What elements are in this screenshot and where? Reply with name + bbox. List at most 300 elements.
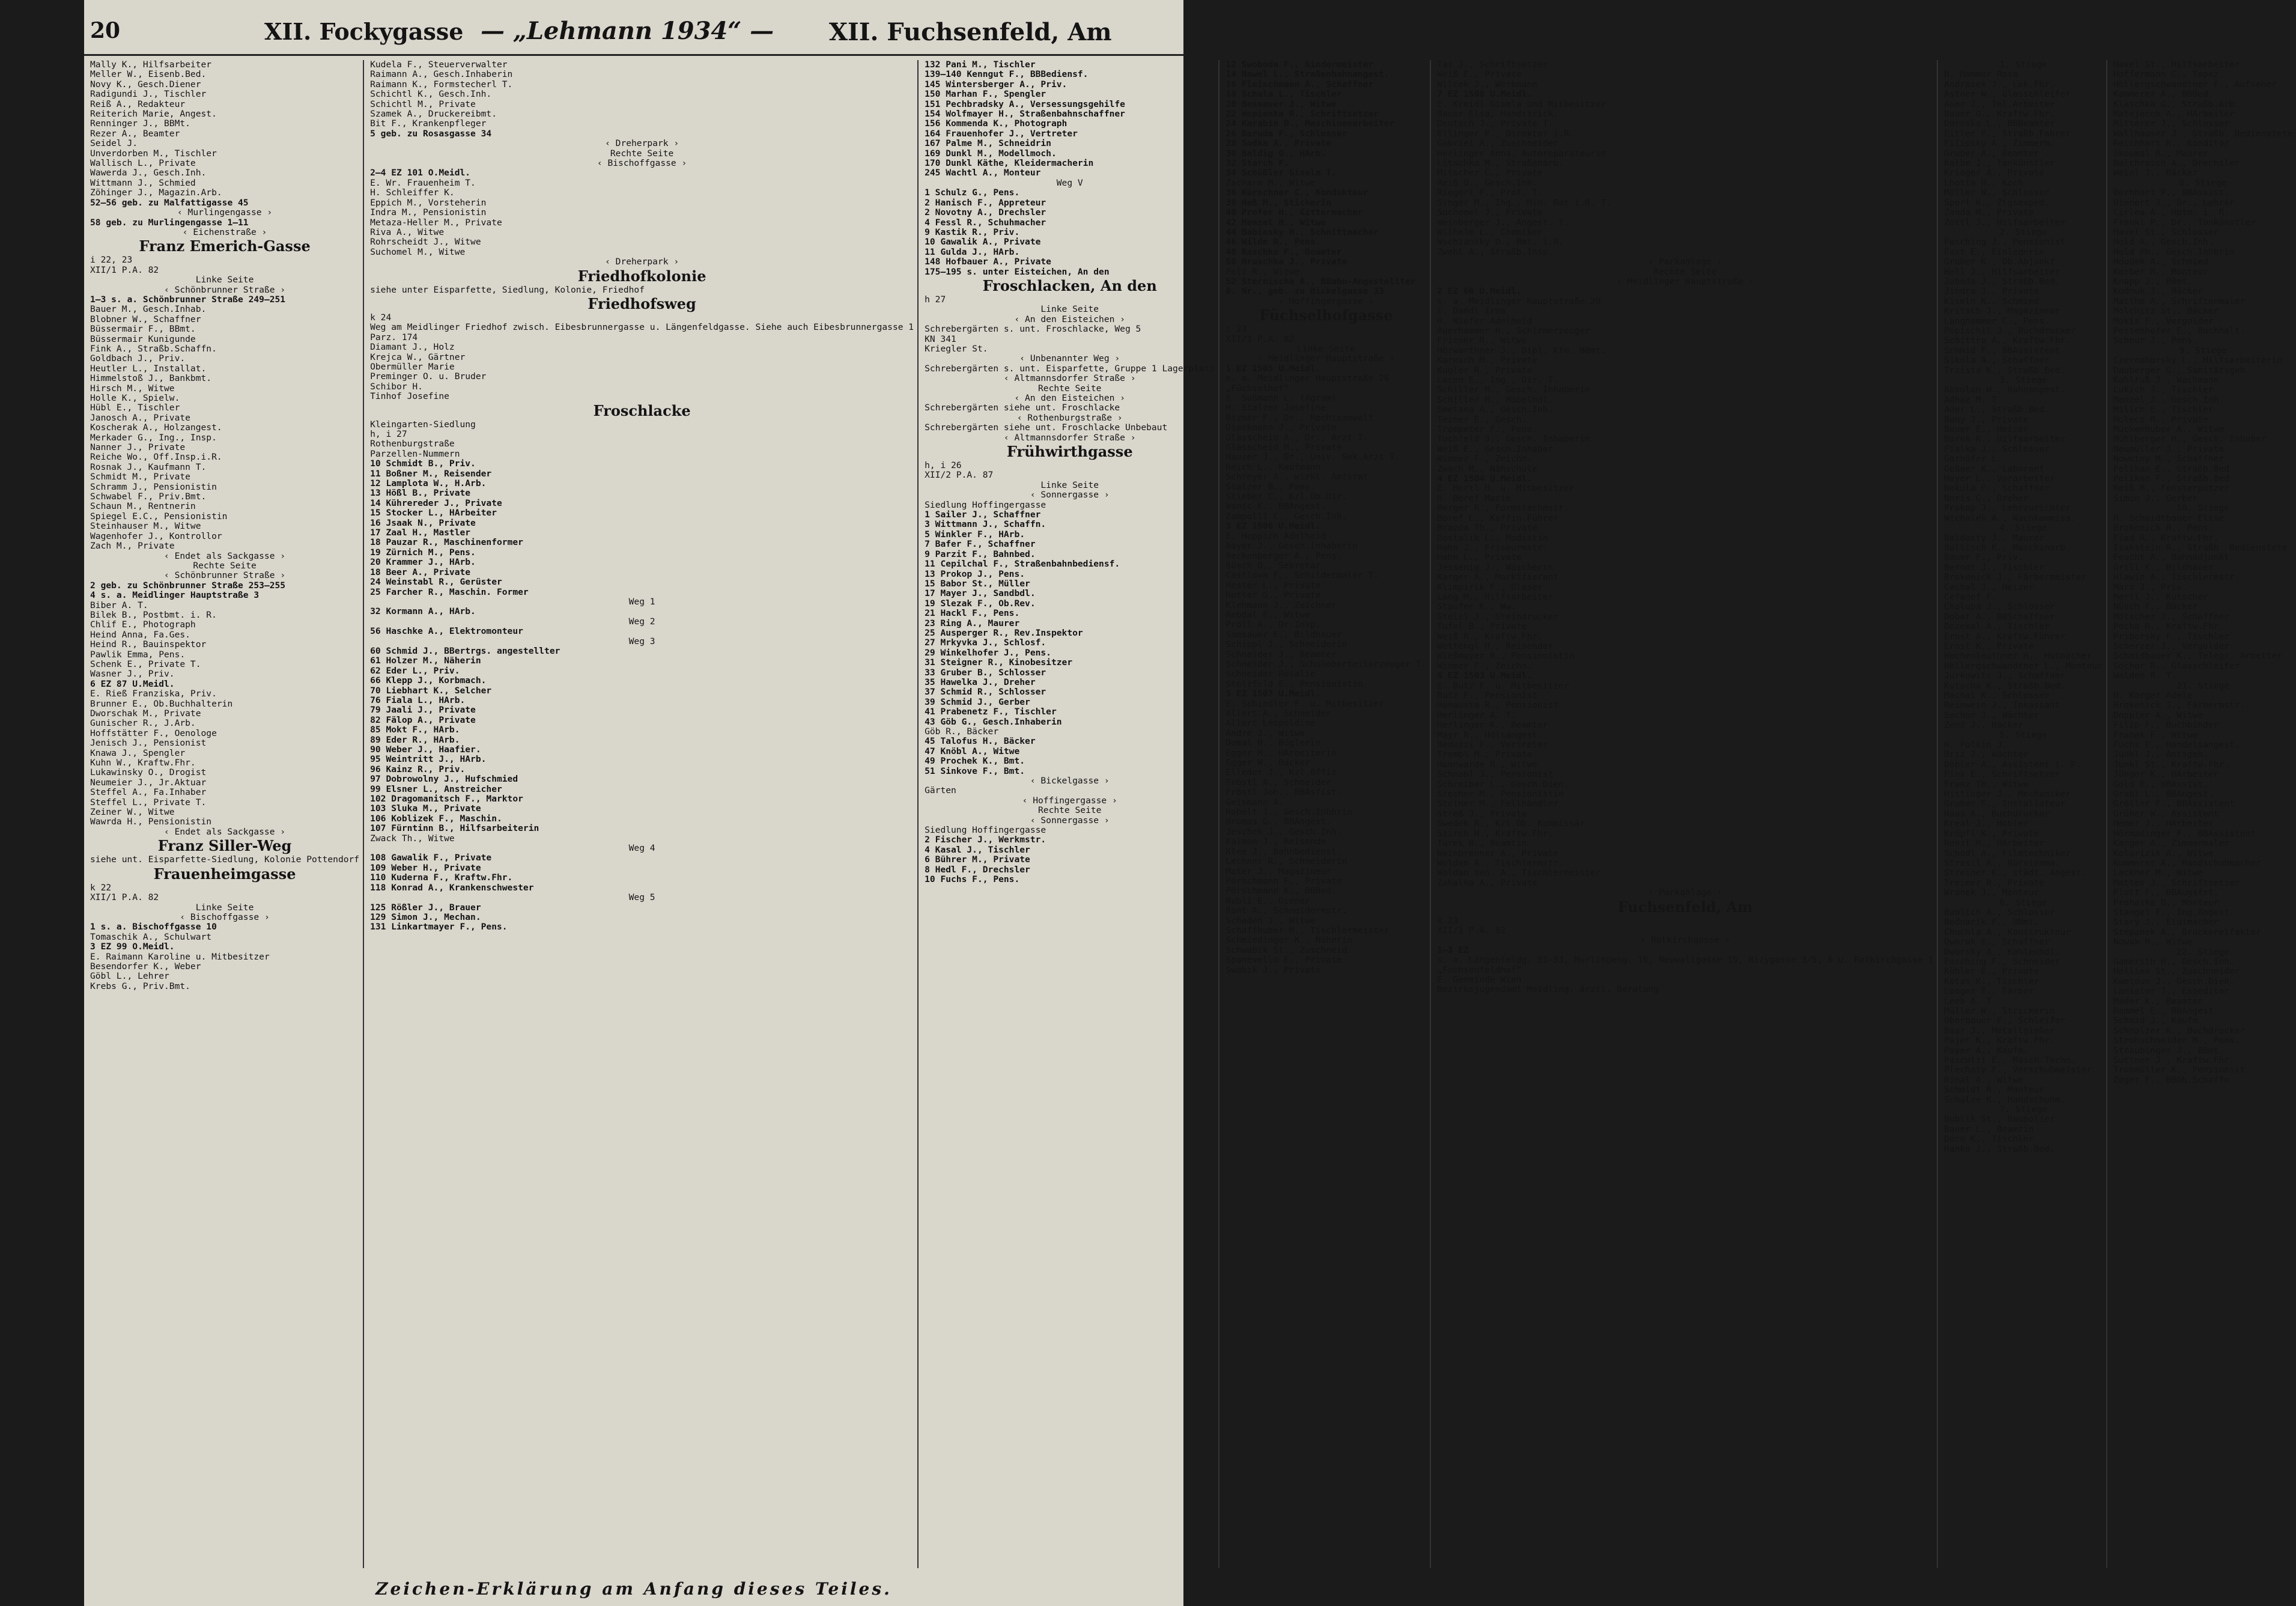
resident-entry: Stecher M., Pensionistin bbox=[1437, 789, 1564, 800]
resident-entry: Grabl L., BBAngest. bbox=[2113, 789, 2214, 800]
resident-entry: Wawrda H., Pensionistin bbox=[90, 817, 212, 827]
resident-entry: Mader K., Beamter bbox=[2113, 996, 2203, 1006]
resident-entry: Hanausta R., Pensionist bbox=[1437, 700, 1559, 711]
resident-entry: Stelzl J., Steindrucker bbox=[1437, 611, 1559, 622]
house-number-entry: 167 Palme M., Schneidrin bbox=[925, 138, 1051, 149]
house-number-entry: 16 Jsaak N., Private bbox=[370, 517, 476, 528]
resident-entry: Stelzfeld E., Pensionistin bbox=[1225, 678, 1363, 689]
resident-entry: Machal K., Schlosser bbox=[1944, 690, 2050, 701]
resident-entry: Woldan A., Tischlermstr. bbox=[1437, 857, 1564, 868]
resident-entry: Havel St., Schlosser bbox=[2113, 227, 2219, 237]
resident-entry: Parz. 174 bbox=[370, 332, 418, 342]
resident-entry: Matthe A., Schriftenmaler bbox=[2113, 296, 2246, 306]
resident-entry: Auerhammer H., Schirmerzeuger bbox=[1437, 325, 1591, 336]
resident-entry: Lukawinsky O., Drogist bbox=[90, 767, 207, 778]
resident-entry: Andrasek J., Lok.Fhr. bbox=[1944, 79, 2055, 90]
house-number-entry: 27 Mrkyvka J., Schlosf. bbox=[925, 637, 1046, 648]
resident-entry: Schmidt R., Monteur bbox=[1944, 1084, 2045, 1095]
house-number-entry: 7 EZ 1508 U.Meidl. bbox=[1437, 89, 1532, 100]
resident-entry: Lanialor J., Expeditor bbox=[2113, 986, 2230, 997]
resident-entry: Bany J., Private bbox=[1944, 414, 2029, 425]
resident-entry: Woldan sen. A., Tischlermeister bbox=[1437, 868, 1601, 878]
section-marker: Weg 3 bbox=[628, 636, 655, 646]
resident-entry: E. Butz F. u. Mitbesitzer bbox=[1437, 680, 1569, 691]
resident-entry: Novy K., Gesch.Diener bbox=[90, 79, 201, 90]
resident-entry: Schnur J., Pens. bbox=[2113, 335, 2198, 346]
resident-entry: Bauer F., Priv. bbox=[1944, 552, 2023, 563]
resident-entry: Heind Anna, Fa.Ges. bbox=[90, 629, 190, 640]
resident-entry: Glasscheid M., Private bbox=[1225, 442, 1342, 453]
resident-entry: Strohschneider M., Pens. bbox=[2113, 1035, 2240, 1046]
resident-entry: Preminger O. u. Bruder bbox=[370, 371, 487, 382]
directory-column bbox=[370, 60, 919, 1568]
house-number-entry: 61 Holzer M., Näherin bbox=[370, 655, 481, 666]
resident-entry: Schaun M., Rentnerin bbox=[90, 501, 196, 512]
resident-entry: Berger R., Formstechmstr. bbox=[1437, 503, 1569, 514]
resident-entry: Klehmann J., Zeichner bbox=[1225, 600, 1337, 610]
resident-entry: Priborsky F., Tischler bbox=[2113, 631, 2230, 642]
house-number-entry: 0. Nr., geb. zu Bickelgasse 33 bbox=[1225, 286, 1384, 297]
resident-entry: Hannwarde R., Witwe bbox=[1437, 759, 1538, 770]
resident-entry: Baar J., Metallgießer bbox=[1944, 1025, 2055, 1036]
resident-entry: Bernhart P., BBAssist. bbox=[2113, 187, 2230, 198]
resident-entry: Zeger F., BBOb.Schaffn. bbox=[2113, 1074, 2235, 1085]
resident-entry: Kritsch J., Magazineur bbox=[1944, 306, 2061, 317]
resident-entry: Nowotny M., Schaffner bbox=[2113, 454, 2225, 464]
resident-entry: Pestenhofer E., Buchhalt. bbox=[2113, 325, 2246, 336]
resident-entry: Wimmer F., Zeichn. bbox=[1437, 454, 1532, 464]
resident-entry: Besendorfer K., Weber bbox=[90, 961, 201, 972]
resident-entry: s. a. Meidlinger Hauptstraße 20 bbox=[1437, 296, 1601, 306]
resident-entry: Zenz J., Bäcker bbox=[1944, 720, 2023, 731]
resident-entry: Zwack Th., Witwe bbox=[370, 833, 455, 844]
house-number-entry: 19 Zürnich M., Pens. bbox=[370, 547, 476, 558]
section-marker: ‹ Unbenannter Weg › bbox=[1019, 353, 1120, 364]
resident-entry: Hanko J., Straßb.Bed. bbox=[1944, 1143, 2055, 1154]
resident-entry: Treimer R., Private bbox=[1944, 877, 2045, 888]
section-marker: ‹ Dreherpark › bbox=[605, 138, 679, 149]
house-number-entry: 1 EZ 1505 U.Meidl. bbox=[1225, 363, 1321, 374]
resident-entry: Strasil A., Bürstenma. bbox=[1944, 857, 2061, 868]
resident-entry: Eitler F., Straßb.Fahrer bbox=[1944, 128, 2071, 139]
resident-entry: h, i 27 bbox=[370, 429, 407, 439]
resident-entry: Castlova F., Schildermaler T. bbox=[1225, 570, 1379, 581]
resident-entry: Chalupa J., Schlosser bbox=[1944, 601, 2055, 612]
section-marker: Linke Seite bbox=[195, 275, 254, 285]
resident-entry: Schneider Rosalie bbox=[1225, 669, 1316, 680]
house-number-entry: 110 Kuderna F., Kraftw.Fhr. bbox=[370, 872, 513, 883]
resident-entry: Knawa J., Spengler bbox=[90, 747, 186, 758]
resident-entry: Zanda M., Private bbox=[1944, 207, 2034, 218]
resident-entry: Goldbach J., Priv. bbox=[90, 353, 186, 364]
resident-entry: Kuhn W., Kraftw.Fhr. bbox=[90, 758, 196, 768]
section-marker: Rechte Seite bbox=[1038, 805, 1102, 816]
resident-entry: Franz Th., Witwe bbox=[1944, 779, 2029, 789]
resident-entry: Lukich J., Tischler bbox=[2113, 385, 2214, 395]
resident-entry: Schneider J., Schuhoberteilerzeuger T. bbox=[1225, 659, 1427, 669]
resident-entry: Riva A., Witwe bbox=[370, 227, 445, 237]
resident-entry: Jindra J., Private bbox=[1944, 286, 2039, 297]
resident-entry: Kerber R., Monteur bbox=[2113, 266, 2208, 277]
resident-entry: Pörschmann F., Private bbox=[1225, 875, 1342, 886]
house-number-entry: 40 Profer H., Gittermacher bbox=[1225, 207, 1363, 218]
resident-entry: Havel St., Hilfsarbeiter bbox=[2113, 59, 2240, 70]
section-marker: ‹ Bischoffgasse › bbox=[180, 911, 270, 922]
resident-entry: Gunischer R., J.Arb. bbox=[90, 718, 196, 729]
street-heading: Füchselhofgasse bbox=[1259, 306, 1393, 324]
resident-entry: Klee J., Bahnbedienst. bbox=[1225, 846, 1342, 857]
resident-entry: Schreyer A., wirkl. Amtsrat bbox=[1225, 472, 1368, 482]
resident-entry: Cirlea A., Hptm. i. R. bbox=[2113, 207, 2230, 218]
house-number-entry: 50 Hruschka J., Private bbox=[1225, 257, 1347, 267]
section-marker: ‹ Schönbrunner Straße › bbox=[164, 570, 286, 581]
resident-entry: E. Wr. Frauenheim T. bbox=[370, 177, 476, 188]
resident-entry: Reiche Wo., Off.Insp.i.R. bbox=[90, 452, 222, 463]
resident-entry: Schrebergärten siehe unt. Froschlacke bbox=[925, 403, 1120, 413]
section-marker: Weg am Meidlinger Friedhof zwisch. Eibesbrunnergasse u. Längenfeldgasse. Siehe auch Eibesbrunnergasse 1 bbox=[370, 322, 914, 333]
resident-entry: Dostalik L., Modistin bbox=[1437, 532, 1548, 543]
resident-entry: Hübl E., Tischler bbox=[90, 403, 180, 413]
resident-entry: Menzel J., Gesch.Inh. bbox=[2113, 394, 2225, 405]
resident-entry: Hahn L., Private bbox=[1437, 552, 1522, 563]
resident-entry: Lacen E., Ing., Dir. T. bbox=[1437, 375, 1559, 385]
resident-entry: Wagenhofer J., Kontrollor bbox=[90, 531, 222, 541]
resident-entry: k 23 bbox=[1437, 915, 1459, 926]
section-marker: 2. Stiege bbox=[1999, 227, 2047, 237]
section-marker: Linke Seite bbox=[1296, 343, 1355, 354]
resident-entry: Schramm J., Pensionistin bbox=[90, 481, 217, 492]
resident-entry: Schmid J., Kaufm. bbox=[2113, 1015, 2203, 1026]
house-number-entry: 139—140 Kenngut F., BBBediensf. bbox=[925, 69, 1089, 80]
resident-entry: Kreal J., Hobler bbox=[1944, 818, 2029, 829]
house-number-entry: 6 EZ 1503 U.Meidl. bbox=[1437, 671, 1532, 681]
house-number-entry: 2 geb. zu Schönbrunner Straße 253—255 bbox=[90, 580, 286, 591]
resident-entry: Suchomel J., Private bbox=[1437, 207, 1543, 218]
resident-entry: Trzista K., Straßb.Bed. bbox=[1944, 365, 2066, 376]
section-marker: 21. Stiege bbox=[2176, 680, 2230, 691]
house-number-entry: 5 EZ 1507 U.Meidl. bbox=[1225, 689, 1321, 699]
resident-entry: Höllergschwandtner L., Monteur bbox=[1944, 660, 2103, 671]
resident-entry: Kolarizik A., Witwe bbox=[2113, 848, 2214, 859]
resident-entry: Köhler E., Private bbox=[1944, 966, 2039, 977]
street-heading: Franz Emerich-Gasse bbox=[139, 237, 311, 255]
street-heading: Franz Siller-Weg bbox=[157, 837, 292, 855]
section-marker: ‹ Sonnergasse › bbox=[1030, 815, 1110, 826]
resident-entry: Gruber A., Beamter bbox=[1944, 148, 2039, 159]
resident-entry: Simon J., Gerber bbox=[2113, 493, 2198, 503]
street-heading: Froschlacke bbox=[593, 401, 691, 419]
resident-entry: Weinbrenner A., Private bbox=[1437, 848, 1559, 859]
house-number-entry: 38 Heß M., Stickerin bbox=[1225, 197, 1332, 208]
house-number-entry: 89 Eder R., HArb. bbox=[370, 734, 460, 745]
resident-entry: Tuchfeld J., Gesch. Inhaberin bbox=[1437, 434, 1591, 445]
resident-entry: Wittmann J., Schmied bbox=[90, 177, 196, 188]
resident-entry: E. Heppich Adelheid bbox=[1225, 531, 1326, 541]
resident-entry: Boref L., Kaffin.Führer bbox=[1437, 513, 1559, 523]
house-number-entry: 46 Wilde R., Pens. bbox=[1225, 237, 1321, 248]
resident-entry: Szirch H., Kraftw.Fhr. bbox=[1437, 828, 1553, 839]
resident-entry: Hochenleuthner H., Hutmacher bbox=[1944, 651, 2092, 662]
resident-entry: Pelikan E., Straßb.Bed bbox=[2113, 463, 2230, 474]
resident-entry: Payer A., Kaufm. bbox=[1944, 1045, 2029, 1056]
section-marker: ‹ Meidlinger Hauptstraße › bbox=[1257, 353, 1395, 364]
house-number-entry: 15 Stocker L., HArbeiter bbox=[370, 508, 497, 519]
resident-entry: Büssermair Kunigunde bbox=[90, 333, 196, 344]
resident-entry: Kammerer A., BBBed. bbox=[2113, 89, 2214, 100]
resident-entry: Schaden J., Witwe bbox=[1225, 915, 1316, 926]
house-number-entry: 145 Wintersberger A., Priv. bbox=[925, 79, 1068, 90]
house-number-entry: 148 Hofbauer A., Private bbox=[925, 257, 1051, 267]
section-marker: ‹ Eichenstraße › bbox=[182, 227, 267, 237]
house-number-entry: 2 Fischer J., Werkmstr. bbox=[925, 835, 1046, 845]
resident-entry: s. a. Meidlinger Hauptstraße 26 bbox=[1225, 373, 1389, 384]
house-number-entry: 58 geb. zu Murlingengasse 1—11 bbox=[90, 217, 249, 228]
house-number-entry: 52 Sternischa A., BBahn-Angestellter bbox=[1225, 276, 1416, 287]
section-marker: 7. Stiege bbox=[1999, 1104, 2047, 1115]
resident-entry: Doroska L., BBBeamter bbox=[1944, 118, 2055, 129]
resident-entry: Jünger K., HArbeiter bbox=[2113, 769, 2219, 780]
resident-entry: Ellinger F., Direktor i.R. bbox=[1437, 128, 1575, 139]
resident-entry: Hoffstätter F., Oenologe bbox=[90, 728, 217, 738]
resident-entry: Indra M., Pensionistin bbox=[370, 207, 487, 218]
section-marker: Rechte Seite bbox=[1653, 266, 1717, 277]
resident-entry: Schreiber L., Gesch.Dien. bbox=[1437, 779, 1569, 789]
house-number-entry: 11 Gulda J., HArb. bbox=[925, 246, 1020, 257]
resident-entry: Straubinger J., BBmt. bbox=[2113, 1045, 2225, 1056]
resident-entry: Holle K., Spielw. bbox=[90, 393, 180, 403]
resident-entry: Siedlung Hoffingergasse bbox=[925, 499, 1046, 510]
house-number-entry: 33 Gruber B., Schlosser bbox=[925, 667, 1046, 678]
resident-entry: Schulze K., Handschuhm. bbox=[1944, 1094, 2066, 1105]
resident-entry: H. Schleiffer K. bbox=[370, 187, 455, 198]
house-number-entry: 66 Klepp J., Korbmach. bbox=[370, 675, 487, 686]
resident-entry: Molecz R., Private bbox=[2113, 414, 2208, 425]
resident-entry: Fröstl Joh., BBAsfist. bbox=[1225, 787, 1342, 798]
resident-entry: Raimann K., Formstecherl T. bbox=[370, 79, 513, 90]
resident-entry: Koscherak A., Holzangest. bbox=[90, 422, 222, 433]
resident-entry: Absolon W., Bahnangest. bbox=[1944, 385, 2066, 395]
resident-entry: Molchitz St., Bäcker bbox=[2113, 306, 2219, 317]
resident-entry: Borek K., Hilfsarbeiter bbox=[1944, 434, 2066, 445]
house-number-entry: 17 Mayer J., Sandbdl. bbox=[925, 588, 1036, 599]
section-marker: 1. Stiege bbox=[1999, 59, 2047, 70]
resident-entry: Berndt J., Tischler bbox=[1944, 562, 2045, 573]
resident-entry: Suchomel M., Witwe bbox=[370, 246, 466, 257]
house-number-entry: 16 Fleischmann A., Schaffner bbox=[1225, 79, 1374, 90]
resident-entry: Gabriel A., Zuschneider bbox=[1437, 138, 1559, 149]
resident-entry: Bienert J., Dr., Lehrer bbox=[2113, 197, 2235, 208]
resident-entry: Seidel J. bbox=[90, 138, 138, 149]
resident-entry: Zöhinger J., Magazin.Arb. bbox=[90, 187, 222, 198]
resident-entry: Pelikan F., Straßb.Bed bbox=[2113, 473, 2230, 484]
resident-entry: Himmelstoß J., Bankbmt. bbox=[90, 373, 212, 384]
resident-entry: Fröstl A., Schneider bbox=[1225, 777, 1332, 788]
house-number-entry: 32 Kormann A., HArb. bbox=[370, 606, 476, 617]
resident-entry: Ballisch K., Maschinarb. bbox=[1944, 542, 2071, 553]
resident-entry: Turek B., Beamtin bbox=[1437, 838, 1527, 849]
resident-entry: Weiß R., Kraftw.Fhr. bbox=[1437, 631, 1543, 642]
directory-column bbox=[1225, 60, 1431, 1568]
house-number-entry: 85 Mokt F., HArb. bbox=[370, 725, 460, 735]
house-number-entry: 109 Weber H., Private bbox=[370, 862, 481, 873]
resident-entry: Klimpirik F., Glaser bbox=[1437, 582, 1543, 592]
house-number-entry: 164 Frauenhofer J., Vertreter bbox=[925, 128, 1078, 139]
resident-entry: Trobmüller K., Pensionist bbox=[2113, 1065, 2246, 1075]
resident-entry: Singer M., Ing., Min. Rat i.R. T. bbox=[1437, 197, 1612, 208]
house-number-entry: 169 Dunkl M., Modellmoch. bbox=[925, 148, 1057, 159]
resident-entry: Egger M., HArbeiterin bbox=[1225, 747, 1337, 758]
resident-entry: Adhaz M. T bbox=[1944, 394, 1997, 405]
resident-entry: Bizner F., Dr., Rechtsanwalt bbox=[1225, 412, 1374, 423]
resident-entry: Dorn K., Tischler bbox=[1944, 1134, 2034, 1145]
resident-entry: Kiseln K., Schmied bbox=[1944, 296, 2039, 306]
house-number-entry: 13 Hößl B., Private bbox=[370, 488, 471, 499]
resident-entry: Neumüller J., Private bbox=[2113, 443, 2225, 454]
resident-entry: Metaza-Heller M., Private bbox=[370, 217, 502, 228]
resident-entry: Frankl P., Dr., Tonkünstler bbox=[2113, 217, 2256, 228]
resident-entry: Heind R., Bauinspektor bbox=[90, 639, 207, 650]
resident-entry: Wettengl H., Reisender bbox=[1437, 640, 1553, 651]
house-number-entry: 9 Parzit F., Bahnbed. bbox=[925, 549, 1036, 559]
section-marker: Rechte Seite bbox=[193, 560, 257, 571]
resident-entry: Lackner M., Witwe bbox=[2113, 868, 2203, 878]
resident-entry: Schmid F., BBAssistent bbox=[1944, 345, 2061, 356]
resident-entry: E. Rieß Franziska, Priv. bbox=[90, 689, 217, 699]
resident-entry: siehe unter Eisparfette, Siedlung, Kolonie, Friedhof bbox=[370, 284, 645, 295]
resident-entry: Dworsky A., Kohlenhdl. bbox=[1944, 946, 2061, 957]
resident-entry: Walden R. T. bbox=[2113, 671, 2177, 681]
resident-entry: Kugler R., Private bbox=[1437, 365, 1532, 376]
resident-entry: Jurkowitz J., Schaffner bbox=[1944, 671, 2066, 681]
resident-entry: Schwabel F., Priv.Bmt. bbox=[90, 491, 207, 502]
resident-entry: Kohlruß J., Wachmann bbox=[2113, 375, 2219, 385]
resident-entry: Balchrasch A., Drechsler bbox=[2113, 158, 2240, 169]
resident-entry: Fiad R., Kraftw.Fhr. bbox=[2113, 532, 2219, 543]
resident-entry: Swedek R., Kzl.Ob. Kommissär bbox=[1437, 818, 1585, 829]
house-number-entry: 47 Knöbl A., Witwe bbox=[925, 746, 1020, 756]
resident-entry: Mally K., Hilfsarbeiter bbox=[90, 59, 212, 70]
resident-entry: Heutler L., Installat. bbox=[90, 363, 207, 374]
resident-entry: Zachara M., Witwe bbox=[1225, 177, 1316, 188]
resident-entry: Jeschek J., Gesch.Inh. bbox=[1225, 826, 1342, 837]
house-number-entry: 6 Bührer M., Private bbox=[925, 854, 1030, 865]
resident-entry: Bauer Elsa, Handstrick. bbox=[1437, 109, 1559, 120]
resident-entry: Fialka J., Schlosser bbox=[1944, 443, 2050, 454]
resident-entry: Wimmer F., Zeichn. bbox=[1437, 660, 1532, 671]
resident-entry: Stalzer B., Pens. bbox=[1225, 481, 1316, 492]
house-number-entry: 107 Fürntinn B., Hilfsarbeiterin bbox=[370, 823, 539, 834]
header-right-street: XII. Fuchsenfeld, Am bbox=[829, 18, 1112, 46]
resident-entry: Franek F., Witwe bbox=[2113, 729, 2198, 740]
resident-entry: Dieckmann J., Private bbox=[1225, 422, 1337, 433]
resident-entry: Schwabik St., Zuschneid. bbox=[1225, 944, 1353, 955]
house-number-entry: 10 Fuchs F., Pens. bbox=[925, 874, 1020, 885]
resident-entry: Wasner J., Priv. bbox=[90, 669, 175, 680]
resident-entry: Steiner M., Fellhändler bbox=[1437, 798, 1559, 809]
resident-entry: Krieger A., Private bbox=[1944, 168, 2045, 178]
section-marker: ‹ Dreherpark › bbox=[605, 257, 679, 267]
resident-entry: Eppich M., Vorsteherin bbox=[370, 197, 487, 208]
resident-entry: Obermüller Marie bbox=[370, 361, 455, 372]
resident-entry: Wallisch L., Private bbox=[90, 158, 196, 169]
resident-entry: H. Folkin J. bbox=[1944, 740, 2008, 750]
house-number-entry: 32 Starch F. bbox=[1225, 158, 1289, 169]
section-marker: ‹ Endet als Sackgasse › bbox=[164, 826, 286, 837]
resident-entry: Weiß E., Gesch.Inhaber bbox=[1437, 443, 1553, 454]
resident-entry: Czernohorsky L., Hilfsarbeiterin bbox=[2113, 355, 2282, 366]
resident-entry: Gamerith H., Gesch.Inh. bbox=[2113, 956, 2235, 967]
house-number-entry: 82 Fälop A., Private bbox=[370, 714, 476, 725]
resident-entry: Zahalka A., Private bbox=[1437, 877, 1538, 888]
resident-entry: H. Stalzer Josefine bbox=[1225, 403, 1326, 413]
resident-entry: Weinberger J., Angest. T. bbox=[1437, 217, 1569, 228]
resident-entry: H. Wiefer Adelheid bbox=[1437, 315, 1532, 326]
resident-entry: i 23 bbox=[1225, 324, 1247, 335]
resident-entry: Butz F., Pensionist bbox=[1437, 690, 1538, 701]
house-number-entry: 19 Slezak F., Ob.Rev. bbox=[925, 598, 1036, 609]
resident-entry: Wilcek J., Werkmann bbox=[1437, 79, 1538, 90]
resident-entry: Schrebergärten s. unt. Froschlacke, Weg 5 bbox=[925, 324, 1141, 335]
left-scan-border bbox=[0, 0, 84, 1606]
house-number-entry: 24 Karabin D., Maschinenarbeiter bbox=[1225, 118, 1395, 129]
resident-entry: Sikola A., Schaffner bbox=[1944, 355, 2050, 366]
resident-entry: Kodnuk J., Bäcker bbox=[2113, 286, 2203, 297]
resident-entry: Karesch M., Private bbox=[1437, 355, 1538, 366]
section-marker: ‹ Bischoffgasse › bbox=[597, 158, 687, 169]
resident-entry: Pascutti E., Masch.Techn. bbox=[1944, 1055, 2076, 1066]
resident-entry: Reiß O., Gesch.Inh. bbox=[1437, 177, 1538, 188]
house-number-entry: 90 Weber J., Haafier. bbox=[370, 744, 481, 755]
resident-entry: Egger W., Bäcker bbox=[1225, 758, 1310, 768]
resident-entry: Zeiner W., Witwe bbox=[90, 807, 175, 818]
resident-entry: Mattes J., Schriftsetzer bbox=[2113, 877, 2240, 888]
resident-entry: Lhotta H., Koch bbox=[1944, 177, 2023, 188]
section-marker: Rechte Seite bbox=[610, 148, 674, 159]
resident-entry: Jessenig J., Wäscherin bbox=[1437, 562, 1553, 573]
resident-entry: Frieser R., Witwe bbox=[1437, 335, 1527, 346]
resident-entry: Domal B., Büglerin bbox=[1225, 738, 1321, 749]
resident-entry: Rothenburgstraße bbox=[370, 439, 455, 449]
resident-entry: Gröller F., BBAssistent bbox=[2113, 798, 2235, 809]
section-marker: ‹ Bickelgasse › bbox=[1030, 776, 1110, 786]
resident-entry: Hittinger J., Mechaniker bbox=[1944, 789, 2071, 800]
resident-entry: Zach M., Private bbox=[90, 541, 175, 552]
house-number-entry: 79 Jaali J., Private bbox=[370, 705, 476, 716]
resident-entry: Scherzer J., Vergolder bbox=[2113, 640, 2230, 651]
resident-entry: Tezner E., Gesch. bbox=[1437, 414, 1527, 425]
directory-column bbox=[90, 60, 364, 1568]
resident-entry: s. a. Längenfeldg. 31—33, Murlingeng. 16, Neuwallgasse 15, Rizygasse 3/5, 6 u. Rotkirchgasse 1 bbox=[1437, 955, 1934, 966]
resident-entry: Reiß M., Fensterputzer bbox=[2113, 483, 2230, 494]
house-number-entry: 4 Fessl R., Schuhmacher bbox=[925, 217, 1046, 228]
house-number-entry: 56 Haschke A., Elektromonteur bbox=[370, 626, 523, 637]
resident-entry: Hester L., Private bbox=[1225, 580, 1321, 591]
resident-entry: Mayr R., Hdlsangest. bbox=[1437, 729, 1543, 740]
house-number-entry: 48 Raschke F., Beamter bbox=[1225, 246, 1342, 257]
resident-entry: Diamant J., Holz bbox=[370, 342, 455, 353]
resident-entry: Gruber F., Installateur bbox=[1944, 798, 2066, 809]
resident-entry: Weinl J., Bäcker bbox=[2113, 168, 2198, 178]
resident-entry: Stieber C., Kzl.Ob.Dir. bbox=[1225, 491, 1347, 502]
resident-entry: Stepanek A., Druckereifaktor bbox=[2113, 926, 2261, 937]
house-number-entry: 13 Prokop J., Pens. bbox=[925, 568, 1025, 579]
resident-entry: XII/2 P.A. 87 bbox=[925, 470, 994, 481]
resident-entry: Allert Leopoldine bbox=[1225, 718, 1316, 729]
resident-entry: Habelt J., Gesch.Inhbrin bbox=[1225, 807, 1353, 818]
resident-entry: Feucht A., Bahnadjunkt bbox=[2113, 552, 2230, 563]
resident-entry: Swabik J., Private bbox=[1225, 964, 1321, 975]
street-heading: Froschlacken, An den bbox=[982, 276, 1157, 294]
